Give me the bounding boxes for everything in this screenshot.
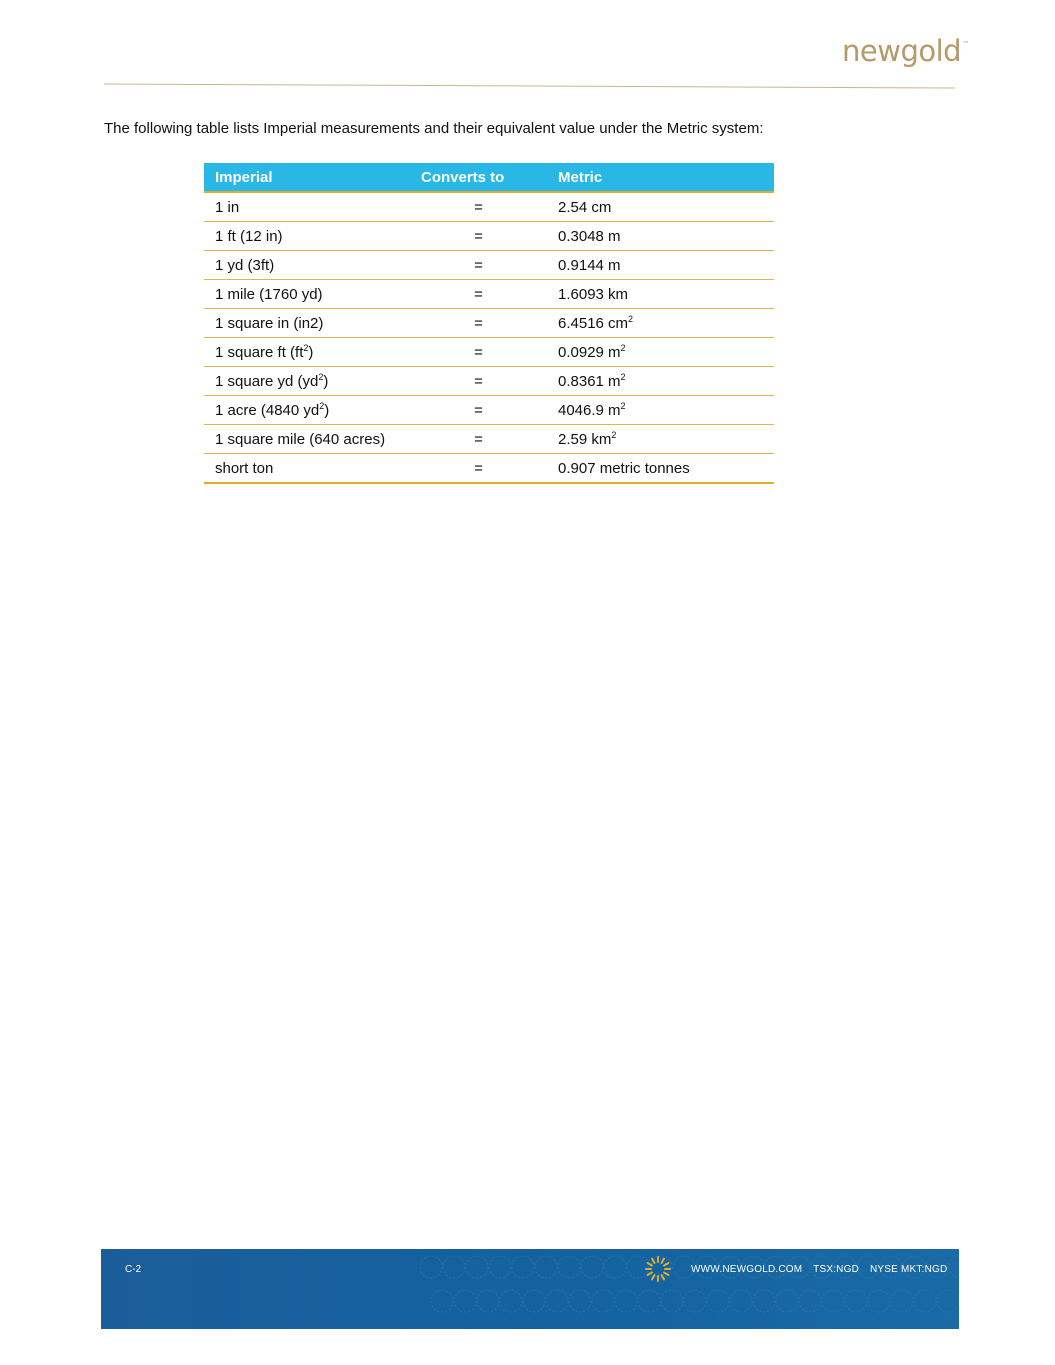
- pattern-circle: [512, 1256, 534, 1278]
- cell-equals: =: [410, 280, 547, 309]
- pattern-circle: [937, 1290, 959, 1312]
- metric-text: 1.6093 km: [558, 285, 629, 303]
- pattern-circle: [581, 1256, 603, 1278]
- newgold-sun-icon: [643, 1254, 673, 1284]
- newgold-logo: [842, 34, 969, 68]
- pattern-circle: [558, 1256, 580, 1278]
- pattern-circle: [546, 1290, 568, 1312]
- table-row: [204, 222, 774, 251]
- footer-website[interactable]: WWW.NEWGOLD.COM: [691, 1264, 803, 1275]
- imperial-text: 1 mile (1760 yd): [215, 285, 323, 303]
- footer-bar: [101, 1249, 959, 1329]
- imperial-text: 1 square yd (yd: [215, 373, 319, 390]
- pattern-circle: [868, 1290, 890, 1312]
- cell-imperial: [204, 309, 410, 338]
- conversion-table: [204, 163, 774, 484]
- imperial-tail: ): [324, 402, 330, 419]
- pattern-circle: [891, 1290, 913, 1312]
- pattern-circle: [535, 1256, 557, 1278]
- cell-imperial: [204, 396, 410, 425]
- footer-nyse: NYSE MKT:NGD: [869, 1264, 948, 1275]
- pattern-circle: [799, 1290, 821, 1312]
- imperial-text: short ton: [215, 459, 274, 477]
- cell-equals: =: [410, 338, 547, 367]
- footer-tsx: TSX:NGD: [813, 1264, 859, 1275]
- metric-superscript: 2: [628, 314, 634, 324]
- cell-equals: =: [410, 454, 547, 484]
- cell-equals: =: [410, 251, 547, 280]
- header-imperial: Imperial: [204, 163, 410, 192]
- cell-equals: =: [410, 309, 547, 338]
- metric-text: 2.54 cm: [558, 198, 612, 216]
- imperial-text: 1 ft (12 in): [215, 227, 283, 245]
- metric-text: 0.0929 m: [558, 344, 621, 361]
- cell-imperial: [204, 192, 410, 222]
- footer-pattern: [101, 1249, 959, 1329]
- pattern-circle: [592, 1290, 614, 1312]
- imperial-tail: ): [323, 373, 329, 390]
- page-number: C-2: [125, 1264, 142, 1275]
- cell-metric: [547, 251, 774, 280]
- pattern-circle: [431, 1290, 453, 1312]
- cell-metric: [547, 367, 774, 396]
- sun-ray: [664, 1273, 668, 1276]
- metric-text: 2.59 km: [558, 431, 612, 448]
- cell-imperial: [204, 425, 410, 454]
- cell-metric: [547, 425, 774, 454]
- sun-ray: [648, 1263, 652, 1266]
- pattern-circle: [914, 1290, 936, 1312]
- imperial-text: 1 in: [215, 198, 240, 216]
- table-row: [204, 251, 774, 280]
- intro-paragraph: The following table lists Imperial measurements and their equivalent value under the Metric system:: [104, 120, 764, 137]
- imperial-text: 1 square in (in2): [215, 314, 324, 332]
- metric-text: 4046.9 m: [558, 402, 621, 419]
- pattern-circle: [420, 1256, 442, 1278]
- cell-equals: =: [410, 222, 547, 251]
- cell-metric: [547, 309, 774, 338]
- pattern-circle: [500, 1290, 522, 1312]
- cell-equals: =: [410, 367, 547, 396]
- metric-text: 0.3048 m: [558, 227, 621, 245]
- cell-equals: =: [410, 425, 547, 454]
- metric-text: 0.907 metric tonnes: [558, 459, 690, 477]
- pattern-circle: [604, 1256, 626, 1278]
- metric-superscript: 2: [620, 372, 626, 382]
- cell-metric: [547, 454, 774, 484]
- cell-imperial: [204, 338, 410, 367]
- pattern-circle: [730, 1290, 752, 1312]
- table-row: [204, 425, 774, 454]
- sun-ray: [652, 1275, 655, 1279]
- pattern-circle: [845, 1290, 867, 1312]
- metric-text: 0.8361 m: [558, 373, 621, 390]
- cell-imperial: [204, 222, 410, 251]
- table-row: [204, 192, 774, 222]
- cell-metric: [547, 338, 774, 367]
- imperial-text: 1 square ft (ft: [215, 344, 304, 361]
- imperial-tail: ): [308, 344, 314, 361]
- sun-ray: [664, 1263, 668, 1266]
- cell-equals: =: [410, 192, 547, 222]
- pattern-circle: [466, 1256, 488, 1278]
- pattern-circle: [707, 1290, 729, 1312]
- pattern-circle: [753, 1290, 775, 1312]
- table-row: [204, 367, 774, 396]
- sun-ray: [662, 1259, 665, 1263]
- imperial-text: 1 acre (4840 yd: [215, 402, 320, 419]
- table-row: [204, 280, 774, 309]
- table-body: [204, 192, 774, 483]
- sun-ray: [652, 1259, 655, 1263]
- table-header-row: [204, 163, 774, 192]
- cell-imperial: [204, 280, 410, 309]
- cell-imperial: [204, 251, 410, 280]
- table-row: [204, 454, 774, 484]
- cell-metric: [547, 222, 774, 251]
- sun-ray: [662, 1275, 665, 1279]
- cell-metric: [547, 192, 774, 222]
- cell-metric: [547, 280, 774, 309]
- table-row: [204, 309, 774, 338]
- logo-text: newgold: [842, 34, 962, 68]
- pattern-circle: [822, 1290, 844, 1312]
- cell-imperial: [204, 367, 410, 396]
- pattern-circle: [569, 1290, 591, 1312]
- metric-superscript: 2: [620, 401, 626, 411]
- metric-text: 6.4516 cm: [558, 315, 629, 332]
- pattern-circle: [638, 1290, 660, 1312]
- pattern-circle: [489, 1256, 511, 1278]
- pattern-circle: [661, 1290, 683, 1312]
- footer-links: [691, 1264, 955, 1275]
- pattern-circle: [454, 1290, 476, 1312]
- pattern-circle: [443, 1256, 465, 1278]
- metric-superscript: 2: [611, 430, 617, 440]
- cell-equals: =: [410, 396, 547, 425]
- pattern-circle: [615, 1290, 637, 1312]
- table-row: [204, 396, 774, 425]
- imperial-superscript: 2: [319, 401, 325, 411]
- table-row: [204, 338, 774, 367]
- pattern-circle: [684, 1290, 706, 1312]
- metric-superscript: 2: [620, 343, 626, 353]
- header-converts-to: Converts to: [410, 163, 547, 192]
- cell-metric: [547, 396, 774, 425]
- imperial-text: 1 square mile (640 acres): [215, 430, 386, 448]
- logo-trademark: ™: [962, 40, 969, 48]
- imperial-text: 1 yd (3ft): [215, 256, 275, 274]
- cell-imperial: [204, 454, 410, 484]
- metric-text: 0.9144 m: [558, 256, 621, 274]
- pattern-circle: [523, 1290, 545, 1312]
- pattern-circle: [776, 1290, 798, 1312]
- imperial-superscript: 2: [318, 372, 324, 382]
- pattern-circle: [477, 1290, 499, 1312]
- imperial-superscript: 2: [303, 343, 309, 353]
- sun-ray: [648, 1273, 652, 1276]
- header-rule: [104, 83, 955, 89]
- header-metric: Metric: [547, 163, 774, 192]
